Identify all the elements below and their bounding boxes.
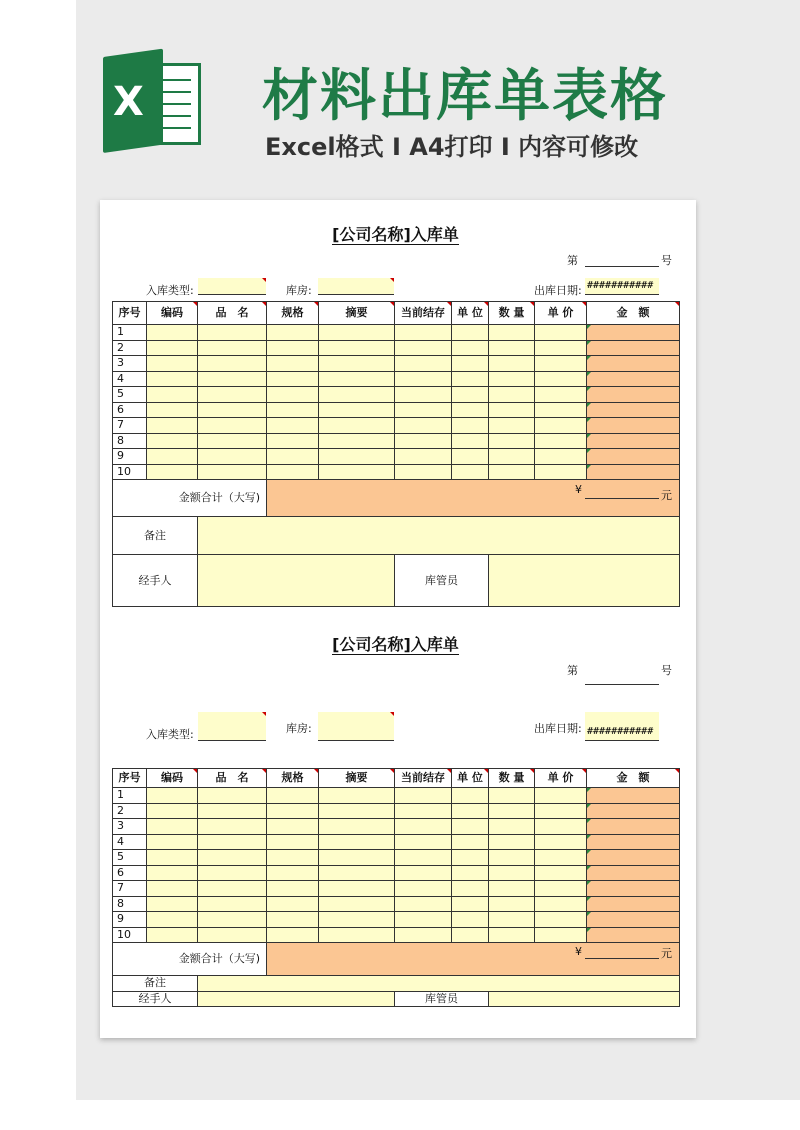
cell[interactable] [198,464,267,480]
cell[interactable] [267,402,319,418]
amount-cell[interactable] [587,464,680,480]
cell[interactable] [395,402,452,418]
cell[interactable] [147,881,198,897]
cell[interactable] [198,819,267,835]
items-table [112,301,680,607]
cell[interactable] [535,927,587,943]
row-index: 5 [113,850,147,866]
cell[interactable] [489,819,535,835]
cell[interactable] [535,850,587,866]
cell[interactable] [147,449,198,465]
row-index: 3 [113,819,147,835]
row-index: 9 [113,912,147,928]
cell[interactable] [147,850,198,866]
cell[interactable] [198,371,267,387]
cell[interactable] [198,433,267,449]
col-header: 规格 [267,769,319,788]
cell[interactable] [267,927,319,943]
cell[interactable] [395,449,452,465]
keeper-label: 库管员 [395,555,489,607]
table-row [113,896,680,912]
cell[interactable] [267,850,319,866]
cell[interactable] [198,788,267,804]
amount-cell[interactable] [587,356,680,372]
cell[interactable] [452,402,489,418]
cell[interactable] [395,418,452,434]
remark-row [113,976,680,992]
amount-cell[interactable] [587,819,680,835]
table-row [113,418,680,434]
cell[interactable] [319,325,395,341]
cell[interactable] [147,418,198,434]
cell[interactable] [489,912,535,928]
amount-cell[interactable] [587,371,680,387]
table-row [113,387,680,403]
cell[interactable] [267,449,319,465]
cell[interactable] [452,356,489,372]
cell[interactable] [452,927,489,943]
cell[interactable] [198,865,267,881]
cell[interactable] [535,356,587,372]
cell[interactable] [489,896,535,912]
col-header: 数 量 [489,302,535,325]
table-row [113,402,680,418]
cell[interactable] [395,819,452,835]
cell[interactable] [395,896,452,912]
cell[interactable] [147,896,198,912]
cell[interactable] [198,402,267,418]
col-header: 金 额 [587,302,680,325]
cell[interactable] [489,402,535,418]
table-row [113,371,680,387]
handler-input[interactable] [198,555,395,607]
cell[interactable] [535,449,587,465]
cell[interactable] [319,464,395,480]
cell[interactable] [319,881,395,897]
cell[interactable] [267,464,319,480]
signature-row [113,991,680,1007]
cell[interactable] [267,788,319,804]
cell[interactable] [147,834,198,850]
currency-symbol: ¥ [575,483,582,496]
cell[interactable] [489,834,535,850]
keeper-input[interactable] [489,555,680,607]
total-amount-cell[interactable] [267,943,680,976]
cell[interactable] [489,418,535,434]
warehouse-label: 库房: [286,722,312,735]
table-row [113,865,680,881]
row-index: 6 [113,865,147,881]
cell[interactable] [319,356,395,372]
cell[interactable] [319,387,395,403]
cell[interactable] [395,356,452,372]
cell[interactable] [198,325,267,341]
cell[interactable] [489,340,535,356]
amount-cell[interactable] [587,803,680,819]
cell[interactable] [267,865,319,881]
remark-row [113,517,680,555]
cell[interactable] [489,788,535,804]
cell[interactable] [147,788,198,804]
warehouse-label: 库房: [286,284,312,297]
cell[interactable] [267,819,319,835]
number-suffix: 号 [661,664,672,677]
cell[interactable] [535,340,587,356]
document-sheet [100,200,696,1038]
col-header: 当前结存 [395,769,452,788]
cell[interactable] [198,356,267,372]
col-header: 规格 [267,302,319,325]
cell[interactable] [489,850,535,866]
cell[interactable] [267,881,319,897]
cell[interactable] [198,927,267,943]
cell[interactable] [489,881,535,897]
cell[interactable] [147,927,198,943]
cell[interactable] [489,356,535,372]
col-header: 摘要 [319,769,395,788]
row-index: 8 [113,433,147,449]
table-row [113,433,680,449]
cell[interactable] [452,819,489,835]
remark-input[interactable] [198,976,680,992]
cell[interactable] [535,803,587,819]
cell[interactable] [267,340,319,356]
row-index: 10 [113,927,147,943]
remark-label: 备注 [113,517,198,555]
cell[interactable] [319,803,395,819]
cell[interactable] [489,325,535,341]
cell[interactable] [147,912,198,928]
type-label: 入库类型: [146,728,194,741]
col-header: 编码 [147,769,198,788]
cell[interactable] [395,433,452,449]
handler-label: 经手人 [113,555,198,607]
number-field[interactable] [585,684,659,685]
cell[interactable] [489,464,535,480]
cell[interactable] [147,803,198,819]
table-row [113,927,680,943]
items-table [112,768,680,1007]
cell[interactable] [198,850,267,866]
row-index: 9 [113,449,147,465]
logo-letter: X [113,79,144,125]
cell[interactable] [198,834,267,850]
cell[interactable] [395,912,452,928]
cell[interactable] [452,371,489,387]
row-index: 6 [113,402,147,418]
row-index: 4 [113,371,147,387]
cell[interactable] [395,881,452,897]
col-header: 当前结存 [395,302,452,325]
cell[interactable] [452,325,489,341]
cell[interactable] [535,788,587,804]
table-header-row [113,302,680,325]
amount-cell[interactable] [587,418,680,434]
total-row [113,943,680,976]
cell[interactable] [147,819,198,835]
row-index: 1 [113,788,147,804]
row-index: 2 [113,340,147,356]
cell[interactable] [535,418,587,434]
cell[interactable] [489,927,535,943]
table-row [113,803,680,819]
cell[interactable] [267,325,319,341]
cell[interactable] [267,356,319,372]
cell[interactable] [489,433,535,449]
keeper-input[interactable] [489,991,680,1007]
table-row [113,325,680,341]
cell[interactable] [319,433,395,449]
col-header: 编码 [147,302,198,325]
amount-cell[interactable] [587,834,680,850]
currency-symbol: ¥ [575,945,582,958]
cell[interactable] [452,834,489,850]
total-amount-cell[interactable] [267,480,680,517]
number-field[interactable] [585,266,659,267]
cell[interactable] [319,418,395,434]
warehouse-input[interactable] [318,712,394,741]
cell[interactable] [319,402,395,418]
cell[interactable] [319,819,395,835]
table-row [113,850,680,866]
cell[interactable] [489,803,535,819]
cell[interactable] [452,850,489,866]
amount-cell[interactable] [587,881,680,897]
col-header: 序号 [113,769,147,788]
cell[interactable] [535,371,587,387]
table-row [113,464,680,480]
cell[interactable] [452,449,489,465]
cell[interactable] [452,464,489,480]
cell[interactable] [535,912,587,928]
cell[interactable] [395,464,452,480]
cell[interactable] [267,912,319,928]
cell[interactable] [452,418,489,434]
cell[interactable] [535,881,587,897]
cell[interactable] [147,433,198,449]
form-title: [公司名称]入库单 [332,225,459,244]
signature-row [113,555,680,607]
cell[interactable] [267,803,319,819]
table-row [113,340,680,356]
total-row [113,480,680,517]
col-header: 单 价 [535,769,587,788]
cell[interactable] [198,803,267,819]
amount-cell[interactable] [587,387,680,403]
amount-cell[interactable] [587,433,680,449]
yuan-label: 元 [661,489,672,502]
table-row [113,788,680,804]
cell[interactable] [267,387,319,403]
cell[interactable] [267,371,319,387]
cell[interactable] [147,356,198,372]
remark-label: 备注 [113,976,198,992]
cell[interactable] [535,402,587,418]
keeper-label: 库管员 [395,991,489,1007]
amount-cell[interactable] [587,325,680,341]
table-row [113,819,680,835]
total-underline [585,958,659,959]
cell[interactable] [395,325,452,341]
cell[interactable] [198,881,267,897]
amount-cell[interactable] [587,788,680,804]
row-index: 5 [113,387,147,403]
total-label: 金额合计（大写) [113,480,267,517]
cell[interactable] [198,896,267,912]
cell[interactable] [395,927,452,943]
cell[interactable] [267,418,319,434]
row-index: 10 [113,464,147,480]
cell[interactable] [452,340,489,356]
cell[interactable] [489,449,535,465]
cell[interactable] [319,912,395,928]
cell[interactable] [395,834,452,850]
cell[interactable] [452,433,489,449]
table-row [113,356,680,372]
cell[interactable] [395,387,452,403]
col-header: 品 名 [198,302,267,325]
cell[interactable] [147,325,198,341]
table-row [113,449,680,465]
cell[interactable] [452,881,489,897]
cell[interactable] [319,834,395,850]
cell[interactable] [489,865,535,881]
page-title: 材料出库单表格 [262,64,668,129]
cell[interactable] [319,927,395,943]
cell[interactable] [319,850,395,866]
row-index: 3 [113,356,147,372]
row-index: 1 [113,325,147,341]
type-input[interactable] [198,712,266,741]
table-row [113,834,680,850]
row-index: 2 [113,803,147,819]
cell[interactable] [319,371,395,387]
cell[interactable] [267,834,319,850]
yuan-label: 元 [661,947,672,960]
cell[interactable] [395,865,452,881]
amount-cell[interactable] [587,850,680,866]
cell[interactable] [319,788,395,804]
cell[interactable] [535,819,587,835]
number-prefix: 第 [567,254,578,267]
cell[interactable] [395,788,452,804]
amount-cell[interactable] [587,449,680,465]
col-header: 金 额 [587,769,680,788]
number-prefix: 第 [567,664,578,677]
cell[interactable] [395,850,452,866]
cell[interactable] [319,449,395,465]
page-subtitle: Excel格式 I A4打印 I 内容可修改 [265,133,639,161]
amount-cell[interactable] [587,865,680,881]
table-row [113,881,680,897]
total-label: 金额合计（大写) [113,943,267,976]
col-header: 单 位 [452,302,489,325]
cell[interactable] [535,834,587,850]
cell[interactable] [267,896,319,912]
excel-logo-icon [103,57,203,153]
cell[interactable] [452,896,489,912]
cell[interactable] [198,340,267,356]
col-header: 单 位 [452,769,489,788]
table-row [113,912,680,928]
cell[interactable] [535,865,587,881]
amount-cell[interactable] [587,340,680,356]
cell[interactable] [535,896,587,912]
col-header: 品 名 [198,769,267,788]
cell[interactable] [319,340,395,356]
col-header: 单 价 [535,302,587,325]
date-input[interactable]: ########### [585,712,659,741]
cell[interactable] [147,402,198,418]
cell[interactable] [198,449,267,465]
cell[interactable] [147,371,198,387]
remark-input[interactable] [198,517,680,555]
cell[interactable] [452,788,489,804]
type-label: 入库类型: [146,284,194,297]
cell[interactable] [267,433,319,449]
cell[interactable] [319,896,395,912]
warehouse-input[interactable] [318,278,394,295]
cell[interactable] [147,464,198,480]
cell[interactable] [535,464,587,480]
date-label: 出库日期: [534,722,582,735]
cell[interactable] [147,340,198,356]
row-index: 4 [113,834,147,850]
cell[interactable] [395,371,452,387]
cell[interactable] [535,325,587,341]
col-header: 序号 [113,302,147,325]
cell[interactable] [452,865,489,881]
row-index: 7 [113,881,147,897]
cell[interactable] [319,865,395,881]
cell[interactable] [395,340,452,356]
number-suffix: 号 [661,254,672,267]
cell[interactable] [198,387,267,403]
table-header-row [113,769,680,788]
handler-label: 经手人 [113,991,198,1007]
cell[interactable] [489,387,535,403]
handler-input[interactable] [198,991,395,1007]
cell[interactable] [395,803,452,819]
amount-cell[interactable] [587,927,680,943]
amount-cell[interactable] [587,402,680,418]
cell[interactable] [452,387,489,403]
total-underline [585,498,659,499]
form-title: [公司名称]入库单 [332,635,459,654]
cell[interactable] [198,418,267,434]
row-index: 7 [113,418,147,434]
cell[interactable] [198,912,267,928]
col-header: 数 量 [489,769,535,788]
cell[interactable] [147,865,198,881]
date-input[interactable]: ########### [585,278,659,295]
cell[interactable] [535,387,587,403]
amount-cell[interactable] [587,896,680,912]
amount-cell[interactable] [587,912,680,928]
cell[interactable] [452,912,489,928]
cell[interactable] [452,803,489,819]
row-index: 8 [113,896,147,912]
date-label: 出库日期: [534,284,582,297]
type-input[interactable] [198,278,266,295]
cell[interactable] [147,387,198,403]
cell[interactable] [535,433,587,449]
col-header: 摘要 [319,302,395,325]
cell[interactable] [489,371,535,387]
